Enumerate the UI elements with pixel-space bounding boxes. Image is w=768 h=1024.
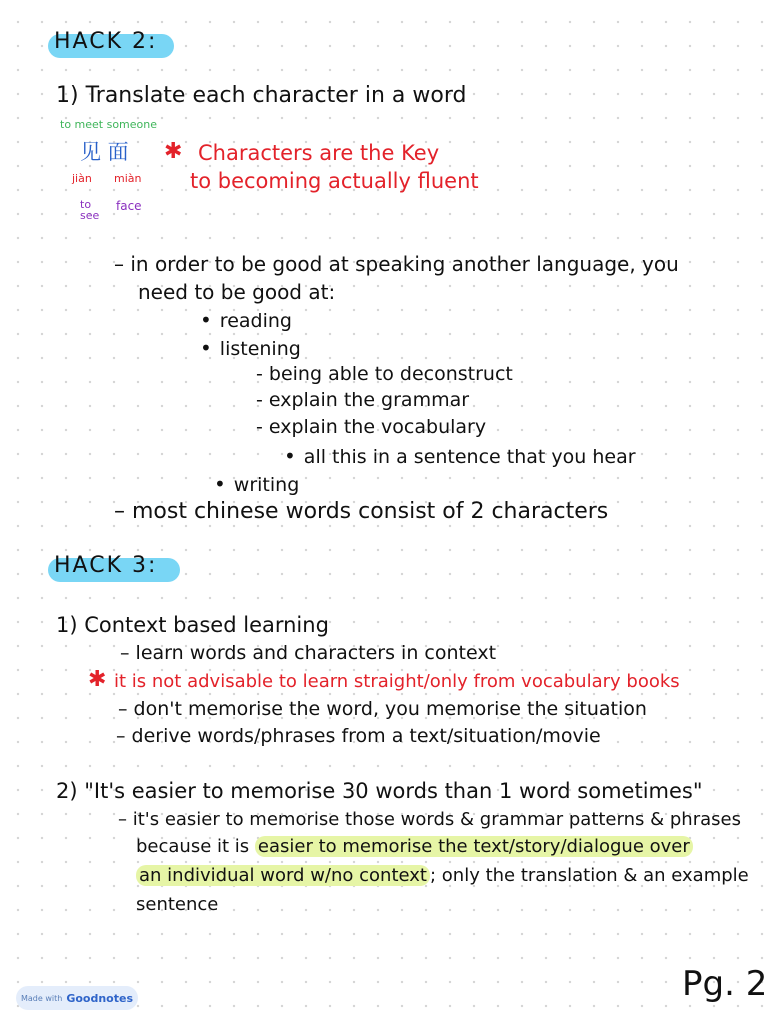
example-gloss-2: face: [116, 199, 142, 213]
key-note-line1: Characters are the Key: [198, 141, 440, 165]
hack3-item2-line4: sentence: [136, 894, 219, 915]
highlighted-text: an individual word w/no context: [136, 865, 430, 886]
goodnotes-badge[interactable]: [16, 986, 138, 1010]
point-intro-line2: need to be good at:: [138, 280, 336, 304]
hack3-item1-sub2: – don't memorise the word, you memorise the situation: [118, 698, 647, 720]
hack3-item2-line3: [136, 866, 749, 886]
example-pinyin-2: miàn: [114, 172, 142, 185]
hack3-item2-line1: – it's easier to memorise those words & grammar patterns & phrases: [118, 809, 741, 830]
badge-prefix: Made with: [21, 993, 63, 1003]
point-two-characters: – most chinese words consist of 2 characters: [114, 499, 609, 524]
highlighted-text: easier to memorise the text/story/dialogue over: [255, 836, 693, 857]
badge-brand: Goodnotes: [66, 991, 133, 1005]
hack3-item1-sub1: – learn words and characters in context: [120, 642, 497, 664]
hack3-item2-line2: [136, 837, 693, 857]
key-note-line2: to becoming actually fluent: [190, 169, 479, 193]
bullet-writing: • writing: [214, 473, 299, 496]
example-gloss-1: to see: [80, 198, 100, 222]
hack3-item2: 2) "It's easier to memorise 30 words than 1 word sometimes": [56, 779, 703, 803]
line3-text: ; only the translation & an example: [429, 865, 749, 886]
star-icon: ✱: [88, 667, 107, 692]
point-intro-line1: – in order to be good at speaking another language, you: [114, 252, 679, 276]
hack3-item1-sub3: – derive words/phrases from a text/situation/movie: [116, 725, 601, 747]
hack3-heading: HACK 3:: [54, 553, 158, 578]
page-number: Pg. 2: [682, 964, 768, 1004]
bullet-reading: • reading: [200, 309, 292, 332]
hack2-heading: HACK 2:: [54, 29, 158, 54]
subsub-point-sentence: • all this in a sentence that you hear: [284, 445, 636, 468]
sub-point-grammar: - explain the grammar: [256, 389, 470, 411]
line2-text: because it is: [136, 836, 255, 857]
bullet-listening: • listening: [200, 337, 301, 360]
example-pinyin-1: jiàn: [72, 172, 92, 185]
example-characters: 见 面: [80, 140, 129, 164]
sub-point-vocabulary: - explain the vocabulary: [256, 416, 487, 438]
example-meaning: to meet someone: [60, 118, 158, 131]
hack3-warning: it is not advisable to learn straight/only from vocabulary books: [114, 671, 680, 692]
sub-point-deconstruct: - being able to deconstruct: [256, 363, 513, 385]
hack3-item1: 1) Context based learning: [56, 613, 329, 637]
hack2-item1: 1) Translate each character in a word: [56, 83, 467, 108]
star-icon: ✱: [164, 139, 183, 164]
